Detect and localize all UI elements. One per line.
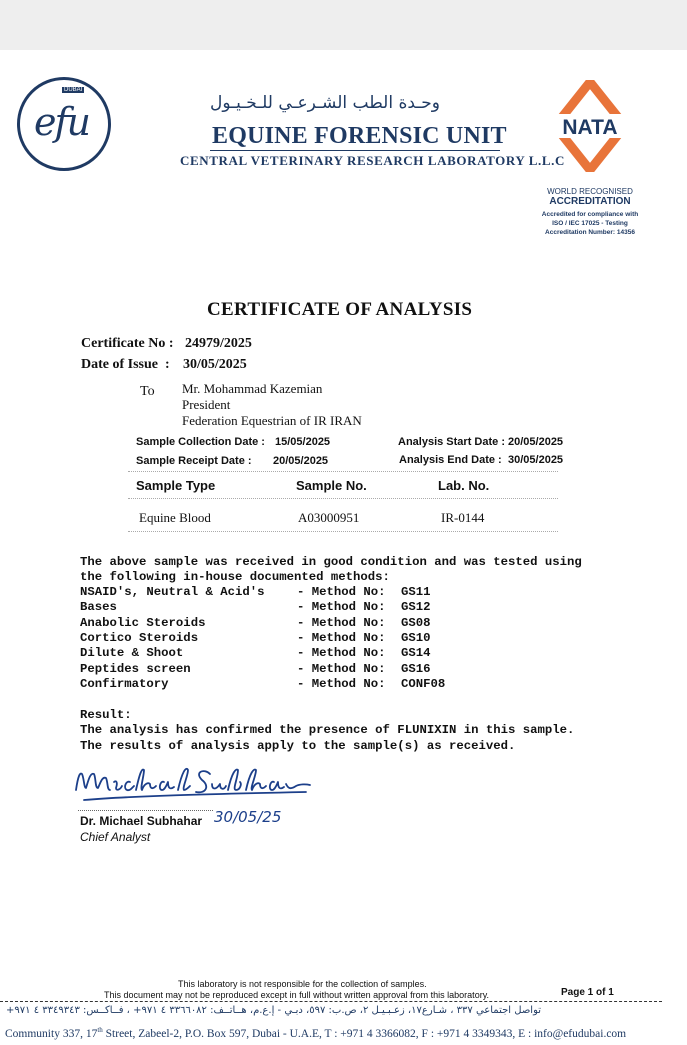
method-code: GS16 — [401, 662, 431, 676]
method-code: GS12 — [401, 600, 431, 614]
method-name: Anabolic Steroids — [80, 616, 206, 630]
method-label: - Method No: — [297, 616, 386, 630]
certificate-number-label: Certificate No : — [81, 336, 174, 351]
method-name: Cortico Steroids — [80, 631, 199, 645]
method-name: Bases — [80, 600, 117, 614]
accreditation-line: Accredited for compliance with — [541, 211, 639, 218]
receipt-date-label: Sample Receipt Date : — [136, 455, 252, 467]
to-label: To — [140, 384, 155, 399]
divider — [78, 810, 213, 811]
divider — [210, 150, 500, 151]
address-text: Community 337, 17 — [5, 1027, 98, 1040]
accreditation-heading: ACCREDITATION — [549, 196, 631, 207]
accreditation-line: ISO / IEC 17025 - Testing — [552, 220, 628, 227]
collection-date-label: Sample Collection Date : — [136, 436, 265, 448]
english-address — [5, 1026, 626, 1040]
method-code: GS11 — [401, 585, 431, 599]
top-margin — [0, 0, 687, 50]
table-cell: Equine Blood — [139, 510, 211, 525]
analysis-end-label: Analysis End Date : — [399, 454, 502, 466]
method-code: GS10 — [401, 631, 431, 645]
handwritten-date: 30/05/25 — [214, 808, 282, 826]
arabic-address: تواصل اجتماعي ٣٣٧ ، شـارع١٧، زعـبـيـل ٢، ص.ب: ٥٩٧، دبـي - إ.ع.م، هــاتــف: ٣٣٦٦٠٨٢ ٤ ٩٧١+ ، فــاكــس: ٣٣٤٩٣٤٣ ٤ ٩٧١+ — [6, 1005, 542, 1016]
method-name: Dilute & Shoot — [80, 646, 184, 660]
analysis-start-label: Analysis Start Date : — [398, 436, 505, 448]
result-label: Result: — [80, 708, 132, 722]
logo-badge: DUBAI — [64, 87, 83, 93]
logo-text: efu — [34, 100, 90, 144]
recipient-org: Federation Equestrian of IR IRAN — [182, 413, 362, 428]
table-header: Sample No. — [296, 478, 367, 493]
divider — [128, 498, 558, 499]
analyst-name: Dr. Michael Subhahar — [80, 814, 203, 828]
page-number: Page 1 of 1 — [561, 987, 614, 998]
arabic-title: وحـدة الطب الشـرعـي للـخـيـول — [210, 93, 440, 113]
disclaimer: This laboratory is not responsible for the collection of samples. — [178, 979, 427, 989]
table-cell: A03000951 — [298, 510, 360, 525]
lab-name: CENTRAL VETERINARY RESEARCH LABORATORY L.L.C — [180, 153, 565, 168]
method-name: NSAID's, Neutral & Acid's — [80, 585, 265, 599]
divider — [128, 471, 558, 472]
result-line: The results of analysis apply to the sample(s) as received. — [80, 739, 516, 753]
issue-date-label: Date of Issue : — [81, 357, 170, 372]
address-superscript: th — [97, 1026, 103, 1034]
nata-logo — [553, 80, 627, 172]
analyst-title: Chief Analyst — [80, 830, 151, 844]
result-line: The analysis has confirmed the presence of FLUNIXIN in this sample. — [80, 723, 575, 737]
recipient-title: President — [182, 397, 231, 412]
analysis-start-date: 20/05/2025 — [508, 436, 564, 448]
method-label: - Method No: — [297, 662, 386, 676]
methods-intro: The above sample was received in good condition and was tested using — [80, 555, 582, 569]
method-name: Confirmatory — [80, 677, 169, 691]
method-label: - Method No: — [297, 677, 386, 691]
collection-date: 15/05/2025 — [275, 436, 331, 448]
divider — [128, 531, 558, 532]
table-header: Sample Type — [136, 478, 216, 493]
analysis-end-date: 30/05/2025 — [508, 454, 564, 466]
methods-intro: the following in-house documented methods: — [80, 570, 390, 584]
certificate-title: CERTIFICATE OF ANALYSIS — [207, 299, 473, 320]
method-name: Peptides screen — [80, 662, 191, 676]
method-code: CONF08 — [401, 677, 446, 691]
disclaimer: This document may not be reproduced except in full without written approval from this laboratory. — [104, 990, 490, 1000]
table-header: Lab. No. — [438, 478, 490, 493]
method-label: - Method No: — [297, 631, 386, 645]
certificate-number: 24979/2025 — [185, 336, 252, 351]
method-label: - Method No: — [297, 646, 386, 660]
efu-logo — [17, 77, 111, 171]
nata-logo-text: NATA — [562, 116, 618, 139]
unit-name: EQUINE FORENSIC UNIT — [212, 123, 507, 149]
method-label: - Method No: — [297, 585, 386, 599]
accreditation-number: Accreditation Number: 14356 — [545, 229, 635, 236]
recipient-name: Mr. Mohammad Kazemian — [182, 381, 323, 396]
table-cell: IR-0144 — [441, 510, 485, 525]
method-label: - Method No: — [297, 600, 386, 614]
footer-divider — [0, 1001, 662, 1002]
receipt-date: 20/05/2025 — [273, 455, 329, 467]
issue-date: 30/05/2025 — [183, 357, 247, 372]
method-code: GS14 — [401, 646, 431, 660]
method-code: GS08 — [401, 616, 431, 630]
address-text: Street, Zabeel-2, P.O. Box 597, Dubai - U.A.E, T : +971 4 3366082, F : +971 4 3349343, E : info@efudubai.com — [102, 1027, 627, 1040]
accreditation-line: WORLD RECOGNISED — [547, 187, 633, 196]
